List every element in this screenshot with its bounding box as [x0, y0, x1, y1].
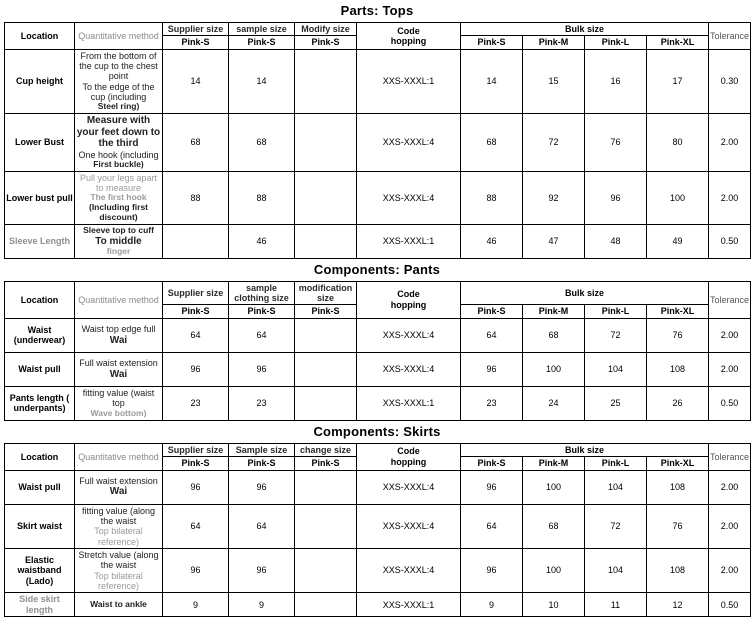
- row-sample-size: 9: [229, 593, 295, 617]
- row-modify-size: [295, 470, 357, 504]
- table-row: [5, 470, 751, 504]
- row-sample-size: 64: [229, 504, 295, 548]
- row-code-hopping: XXS-XXXL:4: [357, 504, 461, 548]
- subheader-bulk-col: Pink-M: [523, 305, 585, 318]
- row-bulk-value: 100: [523, 470, 585, 504]
- row-supplier-size: 23: [163, 386, 229, 420]
- header-location: Location: [5, 281, 75, 318]
- row-bulk-value: 49: [647, 224, 709, 258]
- table-row: [5, 318, 751, 352]
- subheader-modify-size-value: Pink-S: [295, 457, 357, 470]
- table-header-row: [5, 23, 751, 36]
- subheader-bulk-col: Pink-L: [585, 457, 647, 470]
- section-title: Components: Pants: [313, 261, 441, 277]
- row-sample-size: 96: [229, 352, 295, 386]
- row-modify-size: [295, 548, 357, 592]
- row-supplier-size: 96: [163, 352, 229, 386]
- row-bulk-value: 12: [647, 593, 709, 617]
- row-tolerance: 2.00: [709, 171, 751, 224]
- subheader-bulk-col: Pink-L: [585, 305, 647, 318]
- row-method: fitting value (waist top Wave bottom): [75, 386, 163, 420]
- header-bulk-size: Bulk size: [461, 443, 709, 456]
- header-sample-size: Sample size: [229, 443, 295, 456]
- row-bulk-value: 108: [647, 352, 709, 386]
- row-supplier-size: 96: [163, 548, 229, 592]
- subheader-sample-size-value: Pink-S: [229, 305, 295, 318]
- row-tolerance: 2.00: [709, 352, 751, 386]
- subheader-bulk-col: Pink-S: [461, 457, 523, 470]
- row-code-hopping: XXS-XXXL:4: [357, 352, 461, 386]
- row-bulk-value: 23: [461, 386, 523, 420]
- table-header-row: [5, 281, 751, 305]
- section-title: Components: Skirts: [313, 423, 441, 439]
- row-method: Pull your legs apart to measure The first hook (Including first discount): [75, 171, 163, 224]
- row-code-hopping: XXS-XXXL:4: [357, 318, 461, 352]
- row-code-hopping: XXS-XXXL:1: [357, 49, 461, 113]
- header-supplier-size: Supplier size: [163, 281, 229, 305]
- header-bulk-size: Bulk size: [461, 23, 709, 36]
- row-bulk-value: 100: [523, 352, 585, 386]
- row-tolerance: 2.00: [709, 470, 751, 504]
- row-bulk-value: 14: [461, 49, 523, 113]
- row-bulk-value: 10: [523, 593, 585, 617]
- subheader-bulk-col: Pink-M: [523, 457, 585, 470]
- subheader-bulk-col: Pink-XL: [647, 36, 709, 49]
- header-tolerance: Tolerance: [709, 281, 751, 318]
- row-tolerance: 2.00: [709, 318, 751, 352]
- subheader-modify-size-value: Pink-S: [295, 305, 357, 318]
- subheader-modify-size-value: Pink-S: [295, 36, 357, 49]
- row-sample-size: 14: [229, 49, 295, 113]
- row-bulk-value: 72: [585, 504, 647, 548]
- header-tolerance: Tolerance: [709, 443, 751, 470]
- row-method: From the bottom of the cup to the chest point To the edge of the cup (including Steel ring): [75, 49, 163, 113]
- row-bulk-value: 96: [461, 352, 523, 386]
- row-bulk-value: 9: [461, 593, 523, 617]
- row-code-hopping: XXS-XXXL:1: [357, 593, 461, 617]
- row-bulk-value: 68: [461, 114, 523, 172]
- row-location: Waist (underwear): [5, 318, 75, 352]
- row-location: Cup height: [5, 49, 75, 113]
- row-modify-size: [295, 386, 357, 420]
- row-code-hopping: XXS-XXXL:1: [357, 224, 461, 258]
- row-sample-size: 46: [229, 224, 295, 258]
- row-sample-size: 96: [229, 548, 295, 592]
- row-bulk-value: 26: [647, 386, 709, 420]
- table-header-row: [5, 443, 751, 456]
- row-bulk-value: 96: [461, 548, 523, 592]
- row-bulk-value: 100: [647, 171, 709, 224]
- subheader-bulk-col: Pink-S: [461, 36, 523, 49]
- row-supplier-size: 64: [163, 318, 229, 352]
- subheader-bulk-col: Pink-XL: [647, 305, 709, 318]
- row-location: Lower Bust: [5, 114, 75, 172]
- row-bulk-value: 17: [647, 49, 709, 113]
- row-tolerance: 2.00: [709, 548, 751, 592]
- header-code-hopping: Code hopping: [357, 23, 461, 50]
- row-bulk-value: 16: [585, 49, 647, 113]
- row-bulk-value: 76: [647, 318, 709, 352]
- row-bulk-value: 68: [523, 318, 585, 352]
- row-code-hopping: XXS-XXXL:4: [357, 470, 461, 504]
- subheader-bulk-col: Pink-S: [461, 305, 523, 318]
- row-bulk-value: 104: [585, 548, 647, 592]
- row-supplier-size: 68: [163, 114, 229, 172]
- row-tolerance: 0.50: [709, 593, 751, 617]
- row-tolerance: 2.00: [709, 504, 751, 548]
- subheader-supplier-size-value: Pink-S: [163, 36, 229, 49]
- header-quantitative-method: Quantitative method: [75, 443, 163, 470]
- subheader-bulk-col: Pink-L: [585, 36, 647, 49]
- table-row: [5, 593, 751, 617]
- row-code-hopping: XXS-XXXL:4: [357, 114, 461, 172]
- header-supplier-size: Supplier size: [163, 23, 229, 36]
- subheader-sample-size-value: Pink-S: [229, 457, 295, 470]
- row-modify-size: [295, 504, 357, 548]
- row-location: Side skirt length: [5, 593, 75, 617]
- spec-table: [4, 281, 751, 421]
- row-location: Lower bust pull: [5, 171, 75, 224]
- row-bulk-value: 15: [523, 49, 585, 113]
- row-bulk-value: 48: [585, 224, 647, 258]
- subheader-sample-size-value: Pink-S: [229, 36, 295, 49]
- row-method: Measure with your feet down to the third One hook (including First buckle): [75, 114, 163, 172]
- row-supplier-size: 64: [163, 504, 229, 548]
- row-bulk-value: 96: [585, 171, 647, 224]
- header-supplier-size: Supplier size: [163, 443, 229, 456]
- row-supplier-size: [163, 224, 229, 258]
- table-row: [5, 504, 751, 548]
- header-modify-size: modification size: [295, 281, 357, 305]
- header-tolerance: Tolerance: [709, 23, 751, 50]
- row-code-hopping: XXS-XXXL:1: [357, 386, 461, 420]
- subheader-supplier-size-value: Pink-S: [163, 305, 229, 318]
- row-modify-size: [295, 224, 357, 258]
- table-row: [5, 352, 751, 386]
- row-modify-size: [295, 114, 357, 172]
- header-location: Location: [5, 23, 75, 50]
- row-sample-size: 68: [229, 114, 295, 172]
- header-quantitative-method: Quantitative method: [75, 281, 163, 318]
- row-bulk-value: 96: [461, 470, 523, 504]
- row-bulk-value: 92: [523, 171, 585, 224]
- row-location: Skirt waist: [5, 504, 75, 548]
- row-location: Waist pull: [5, 352, 75, 386]
- row-bulk-value: 68: [523, 504, 585, 548]
- row-sample-size: 64: [229, 318, 295, 352]
- row-supplier-size: 14: [163, 49, 229, 113]
- row-location: Pants length ( underpants): [5, 386, 75, 420]
- row-sample-size: 88: [229, 171, 295, 224]
- row-bulk-value: 64: [461, 318, 523, 352]
- table-row: [5, 114, 751, 172]
- row-modify-size: [295, 49, 357, 113]
- subheader-supplier-size-value: Pink-S: [163, 457, 229, 470]
- section-title: Parts: Tops: [340, 3, 414, 18]
- row-modify-size: [295, 352, 357, 386]
- row-supplier-size: 9: [163, 593, 229, 617]
- row-bulk-value: 104: [585, 352, 647, 386]
- header-sample-size: sample clothing size: [229, 281, 295, 305]
- row-location: Elastic waistband (Lado): [5, 548, 75, 592]
- row-tolerance: 2.00: [709, 114, 751, 172]
- header-modify-size: change size: [295, 443, 357, 456]
- row-method: Stretch value (along the waist Top bilateral reference): [75, 548, 163, 592]
- row-bulk-value: 72: [585, 318, 647, 352]
- row-code-hopping: XXS-XXXL:4: [357, 548, 461, 592]
- header-modify-size: Modify size: [295, 23, 357, 36]
- row-bulk-value: 104: [585, 470, 647, 504]
- row-bulk-value: 24: [523, 386, 585, 420]
- row-modify-size: [295, 318, 357, 352]
- header-quantitative-method: Quantitative method: [75, 23, 163, 50]
- subheader-bulk-col: Pink-XL: [647, 457, 709, 470]
- row-method: Waist to ankle: [75, 593, 163, 617]
- table-row: [5, 49, 751, 113]
- row-bulk-value: 80: [647, 114, 709, 172]
- row-bulk-value: 76: [585, 114, 647, 172]
- header-code-hopping: Code hopping: [357, 443, 461, 470]
- row-method: Waist top edge full Wai: [75, 318, 163, 352]
- row-method: Sleeve top to cuff To middle finger: [75, 224, 163, 258]
- row-bulk-value: 108: [647, 470, 709, 504]
- row-bulk-value: 64: [461, 504, 523, 548]
- row-tolerance: 0.50: [709, 386, 751, 420]
- table-row: [5, 548, 751, 592]
- header-bulk-size: Bulk size: [461, 281, 709, 305]
- spec-table: [4, 22, 751, 259]
- row-modify-size: [295, 171, 357, 224]
- row-bulk-value: 46: [461, 224, 523, 258]
- row-supplier-size: 96: [163, 470, 229, 504]
- row-bulk-value: 47: [523, 224, 585, 258]
- row-modify-size: [295, 593, 357, 617]
- row-tolerance: 0.50: [709, 224, 751, 258]
- table-row: [5, 171, 751, 224]
- row-code-hopping: XXS-XXXL:4: [357, 171, 461, 224]
- header-code-hopping: Code hopping: [357, 281, 461, 318]
- row-location: Sleeve Length: [5, 224, 75, 258]
- header-location: Location: [5, 443, 75, 470]
- row-bulk-value: 25: [585, 386, 647, 420]
- row-method: Full waist extension Wai: [75, 352, 163, 386]
- row-supplier-size: 88: [163, 171, 229, 224]
- row-sample-size: 96: [229, 470, 295, 504]
- row-bulk-value: 88: [461, 171, 523, 224]
- row-bulk-value: 108: [647, 548, 709, 592]
- row-method: fitting value (along the waist Top bilateral reference): [75, 504, 163, 548]
- row-method: Full waist extension Wai: [75, 470, 163, 504]
- row-location: Waist pull: [5, 470, 75, 504]
- row-bulk-value: 100: [523, 548, 585, 592]
- header-sample-size: sample size: [229, 23, 295, 36]
- row-bulk-value: 72: [523, 114, 585, 172]
- spec-table: [4, 443, 751, 617]
- row-bulk-value: 76: [647, 504, 709, 548]
- subheader-bulk-col: Pink-M: [523, 36, 585, 49]
- table-row: [5, 386, 751, 420]
- table-row: [5, 224, 751, 258]
- row-bulk-value: 11: [585, 593, 647, 617]
- row-sample-size: 23: [229, 386, 295, 420]
- row-tolerance: 0.30: [709, 49, 751, 113]
